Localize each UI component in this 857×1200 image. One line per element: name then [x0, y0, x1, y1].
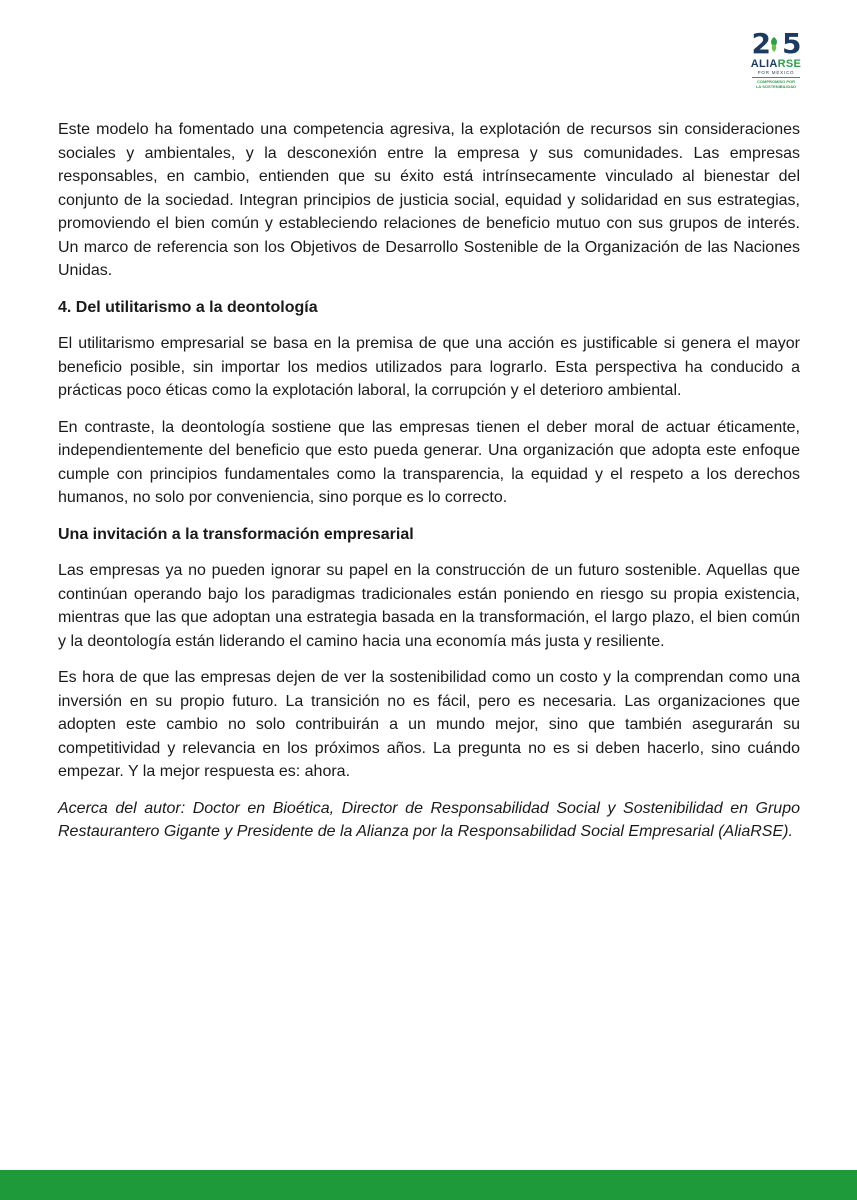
leaf-icon	[769, 37, 779, 52]
logo-year: 2 5	[751, 27, 801, 60]
logo-subtitle-2: LA SOSTENIBILIDAD	[755, 84, 797, 89]
paragraph-utilitarianism: El utilitarismo empresarial se basa en la premisa de que una acción es justificable si genera el mayor beneficio posible, sin importar los medios utilizados para lograrlo. Esta perspectiva ha conducido a prácticas poco éticas como la explotación laboral, la corrupción y el deterioro ambiental.	[58, 335, 800, 399]
section-heading-invitation: Una invitación a la transformación empresarial	[58, 525, 414, 543]
paragraph-transformation: Las empresas ya no pueden ignorar su papel en la construcción de un futuro sostenible. Aquellas que continúan operando bajo los paradigmas tradicionales están poniendo en riesgo su propia existencia, mientras que las que adoptan una estrategia basada en la transformación, el largo plazo, el bien común y la deontología están liderando el camino hacia una economía más justa y resiliente.	[58, 562, 800, 650]
section-heading-deontology: 4. Del utilitarismo a la deontología	[58, 298, 318, 316]
logo-tagline: POR MÉXICO	[757, 70, 795, 75]
logo-brand: ALIARSE	[750, 58, 802, 70]
article-body	[58, 118, 800, 857]
logo-subtitle-1: COMPROMISO POR	[756, 79, 795, 84]
author-note: Acerca del autor: Doctor en Bioética, Director de Responsabilidad Social y Sostenibilidad en Grupo Restaurantero Gigante y Presidente de la Alianza por la Responsabilidad Social Empresarial (AliaRSE).	[58, 799, 800, 840]
paragraph-deontology: En contraste, la deontología sostiene que las empresas tienen el deber moral de actuar éticamente, independientemente del beneficio que esto pueda generar. Una organización que adopta este enfoque cumple con principios fundamentales como la transparencia, la equidad y el respeto a los derechos humanos, no solo por conveniencia, sino porque es lo correcto.	[58, 418, 800, 506]
aliarse-logo	[748, 27, 804, 100]
footer-bar	[0, 1170, 857, 1200]
paragraph-intro: Este modelo ha fomentado una competencia agresiva, la explotación de recursos sin consideraciones sociales y ambientales, y la desconexión entre la empresa y sus comunidades. Las empresas responsables, en cambio, entienden que su éxito está intrínsecamente vinculado al bienestar del conjunto de la sociedad. Integran principios de justicia social, equidad y solidaridad en sus estrategias, promoviendo el bien común y estableciendo relaciones de beneficio mutuo con sus grupos de interés. Un marco de referencia son los Objetivos de Desarrollo Sostenible de la Organización de las Naciones Unidas.	[58, 121, 800, 279]
paragraph-conclusion: Es hora de que las empresas dejen de ver la sostenibilidad como un costo y la comprendan como una inversión en su propio futuro. La transición no es fácil, pero es necesaria. Las organizaciones que adopten este cambio no solo contribuirán a un mundo mejor, sino que también asegurarán su competitividad y relevancia en los próximos años. La pregunta no es si deben hacerlo, sino cuándo empezar. Y la mejor respuesta es: ahora.	[58, 669, 800, 780]
logo-divider	[752, 77, 800, 78]
